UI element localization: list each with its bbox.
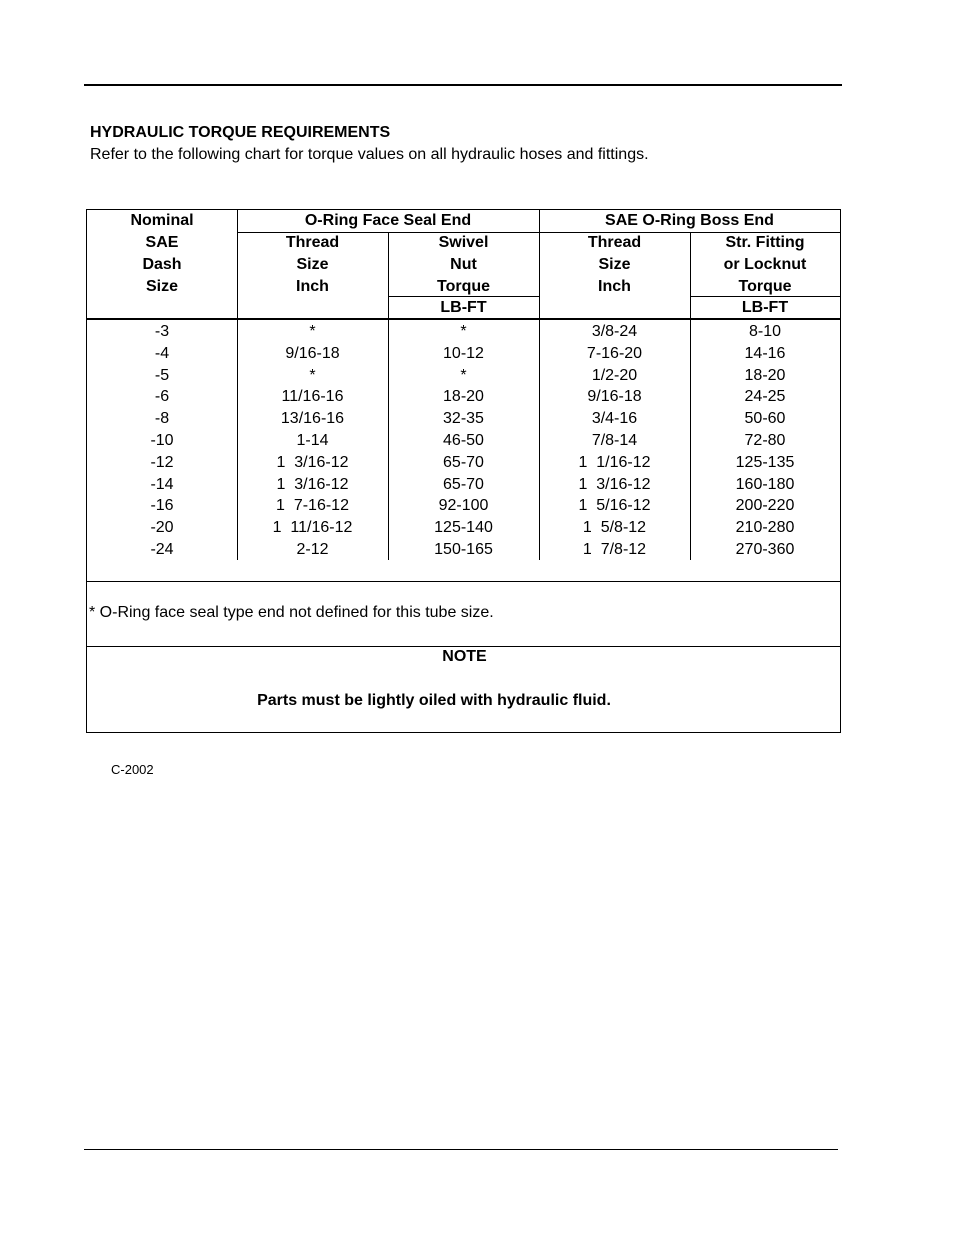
table-cell: 1 3/16-12 bbox=[276, 453, 349, 471]
table-cell: -20 bbox=[150, 519, 174, 537]
table-cell: 10-12 bbox=[443, 344, 484, 362]
table-cell: 150-165 bbox=[434, 540, 493, 558]
note-divider bbox=[87, 646, 840, 647]
table-cell: 1-14 bbox=[296, 431, 329, 449]
table-cell: 14-16 bbox=[744, 344, 786, 362]
table-cell: 9/16-18 bbox=[587, 388, 642, 406]
table-cell: 50-60 bbox=[744, 410, 786, 428]
table-cell: -5 bbox=[154, 366, 170, 384]
table-cell: 1 3/16-12 bbox=[276, 475, 349, 493]
table-cell: 270-360 bbox=[735, 540, 795, 558]
intro-text: Refer to the following chart for torque values on all hydraulic hoses and fittings. bbox=[90, 146, 649, 163]
table-cell: 1 11/16-12 bbox=[272, 519, 353, 537]
header-b-unit: LB-FT bbox=[741, 299, 789, 316]
table-cell: -10 bbox=[150, 431, 174, 449]
table-cell: 8-10 bbox=[748, 323, 782, 340]
table-cell: 210-280 bbox=[735, 519, 795, 537]
table-cell: 32-35 bbox=[443, 410, 484, 428]
table-cell: 65-70 bbox=[443, 475, 484, 493]
table-cell: * bbox=[309, 366, 316, 384]
group-boss: SAE O-Ring Boss End bbox=[605, 212, 774, 229]
table-cell: 18-20 bbox=[744, 366, 786, 384]
table-cell: 24-25 bbox=[744, 388, 786, 406]
table-cell: 9/16-18 bbox=[285, 344, 340, 362]
table-cell: 1 7/8-12 bbox=[582, 540, 647, 558]
table-cell: -6 bbox=[154, 388, 170, 406]
section-heading: HYDRAULIC TORQUE REQUIREMENTS bbox=[90, 124, 391, 141]
table-cell: * bbox=[460, 366, 467, 384]
column-b-thread bbox=[539, 321, 690, 561]
table-cell: 7/8-14 bbox=[591, 431, 638, 449]
torque-table bbox=[86, 209, 841, 733]
table-cell: -16 bbox=[150, 497, 174, 515]
table-cell: -12 bbox=[150, 453, 174, 471]
table-cell: 200-220 bbox=[735, 497, 795, 515]
table-cell: 7-16-20 bbox=[586, 344, 643, 362]
table-cell: 1 5/8-12 bbox=[582, 519, 647, 537]
header-fs-thread: Thread Size Inch bbox=[285, 234, 340, 295]
table-cell: 160-180 bbox=[735, 475, 795, 493]
table-cell: * bbox=[309, 323, 316, 340]
column-dash-size bbox=[87, 321, 237, 561]
table-cell: 72-80 bbox=[744, 431, 786, 449]
note-title: NOTE bbox=[442, 648, 487, 665]
footnote: * O-Ring face seal type end not defined for this tube size. bbox=[89, 604, 494, 621]
table-cell: 1/2-20 bbox=[591, 366, 638, 384]
table-cell: 1 5/16-12 bbox=[578, 497, 651, 515]
column-fs-thread bbox=[237, 321, 388, 561]
group-face-seal: O-Ring Face Seal End bbox=[304, 212, 472, 229]
table-cell: -3 bbox=[154, 323, 170, 340]
table-cell: 125-135 bbox=[735, 453, 795, 471]
table-cell: 1 3/16-12 bbox=[578, 475, 651, 493]
header-fs-unit: LB-FT bbox=[440, 299, 487, 316]
table-cell: 18-20 bbox=[443, 388, 484, 406]
table-cell: 3/4-16 bbox=[591, 410, 638, 428]
table-cell: 92-100 bbox=[438, 497, 489, 515]
table-cell: 13/16-16 bbox=[280, 410, 345, 428]
document-code: C-2002 bbox=[111, 762, 154, 777]
table-cell: 125-140 bbox=[434, 519, 493, 537]
table-cell: 2-12 bbox=[296, 540, 329, 558]
table-cell: 46-50 bbox=[443, 431, 484, 449]
header-dash-size: Nominal SAE Dash Size bbox=[130, 212, 194, 295]
note-text: Parts must be lightly oiled with hydraulic fluid. bbox=[257, 692, 611, 709]
table-cell: -8 bbox=[154, 410, 170, 428]
bottom-rule bbox=[84, 1149, 838, 1150]
table-cell: -24 bbox=[150, 540, 174, 558]
table-cell: -14 bbox=[150, 475, 174, 493]
table-cell: 3/8-24 bbox=[591, 323, 638, 340]
table-cell: * bbox=[460, 323, 467, 340]
top-rule bbox=[84, 84, 842, 86]
header-b-torque: Str. Fitting or Locknut Torque bbox=[723, 234, 807, 295]
table-cell: 1 7-16-12 bbox=[276, 497, 349, 515]
header-b-thread: Thread Size Inch bbox=[587, 234, 642, 295]
table-cell: 65-70 bbox=[443, 453, 484, 471]
table-cell: -4 bbox=[154, 344, 170, 362]
header-fs-torque: Swivel Nut Torque bbox=[436, 234, 491, 295]
column-fs-torque bbox=[388, 321, 539, 561]
table-cell: 11/16-16 bbox=[281, 388, 344, 406]
column-b-torque bbox=[690, 321, 840, 561]
body-divider bbox=[87, 581, 840, 582]
table-cell: 1 1/16-12 bbox=[578, 453, 651, 471]
